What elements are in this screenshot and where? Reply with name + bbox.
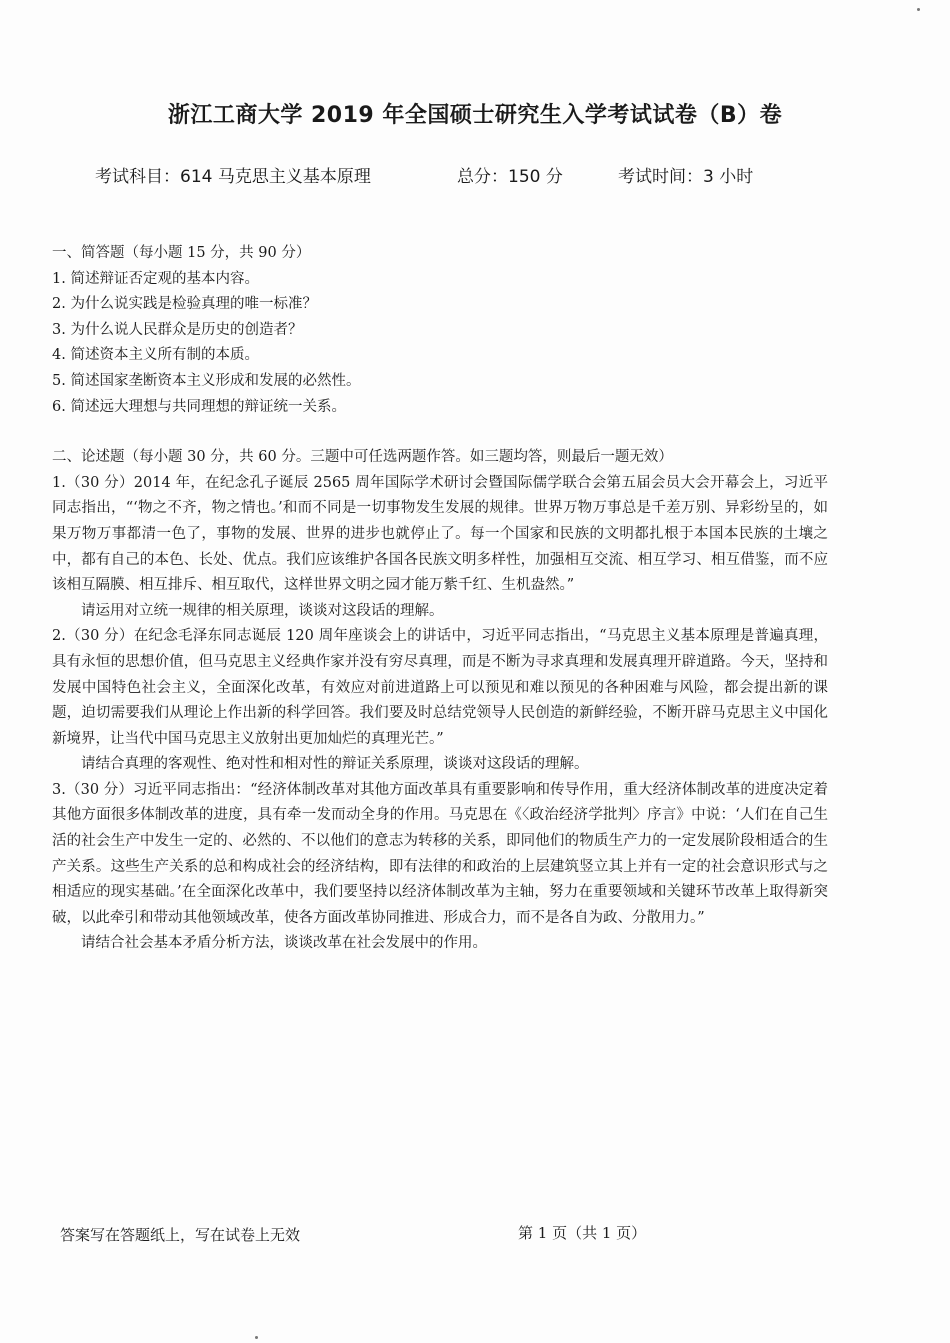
- essay-question-1-prompt: 请运用对立统一规律的相关原理，谈谈对这段话的理解。: [81, 602, 444, 619]
- exam-subject: 考试科目：614 马克思主义基本原理: [95, 167, 371, 187]
- section-gap: [52, 420, 828, 445]
- total-score: 总分：150 分: [457, 167, 563, 187]
- short-answer-list: [52, 267, 828, 421]
- scan-speck: [255, 1336, 258, 1339]
- page-number: 第 1 页（共 1 页）: [518, 1224, 647, 1242]
- exam-content: [52, 241, 828, 957]
- short-answer-question: 5. 简述国家垄断资本主义形成和发展的必然性。: [52, 372, 361, 389]
- essay-question-2-prompt: 请结合真理的客观性、绝对性和相对性的辩证关系原理，谈谈对这段话的理解。: [81, 756, 589, 773]
- scan-speck: [917, 8, 920, 11]
- section2-heading: 二、论述题（每小题 30 分，共 60 分。三题中可任选两题作答。如三题均答，则最后一题无效）: [52, 449, 673, 466]
- essay-question-3: 3.（30 分）习近平同志指出：“经济体制改革对其他方面改革具有重要影响和传导作用，重大经济体制改革的进度决定着其他方面很多体制改革的进度，具有牵一发而动全身的作用。马克思在《〈政治经济学批判〉序言》中说：‘人们在自己生活的社会生产中发生一定的、必然的、不以他们的意志为转移的关系，即同他们的物质生产力的一定发展阶段相适合的生产关系。这些生产关系的总和构成社会的经济结构，即有法律的和政治的上层建筑竖立其上并有一定的社会意识形式与之相适应的现实基础。’在全面深化改革中，我们要坚持以经济体制改革为主轴，努力在重要领域和关键环节改革上取得新突破，以此牵引和带动其他领域改革，使各方面改革协同推进、形成合力，而不是各自为政、分散用力。”: [52, 781, 828, 926]
- short-answer-question: 2. 为什么说实践是检验真理的唯一标准？: [52, 296, 317, 313]
- short-answer-question: 3. 为什么说人民群众是历史的创造者？: [52, 321, 303, 338]
- answer-instruction: 答案写在答题纸上，写在试卷上无效: [60, 1226, 301, 1244]
- short-answer-question: 6. 简述远大理想与共同理想的辩证统一关系。: [52, 398, 346, 415]
- short-answer-question: 4. 简述资本主义所有制的本质。: [52, 347, 259, 364]
- exam-time: 考试时间：3 小时: [618, 167, 754, 187]
- essay-question-1: 1.（30 分）2014 年，在纪念孔子诞辰 2565 周年国际学术研讨会暨国际儒学联合会第五届会员大会开幕会上，习近平同志指出，“‘物之不齐，物之情也。’和而不同是一切事物发生发展的规律。世界万物万事总是千差万别、异彩纷呈的，如果万物万事都清一色了，事物的发展、世界的进步也就停止了。每一个国家和民族的文明都扎根于本国本民族的土壤之中，都有自己的本色、长处、优点。我们应该维护各国各民族文明多样性，加强相互交流、相互学习、相互借鉴，而不应该相互隔膜、相互排斥、相互取代，这样世界文明之园才能万紫千红、生机盎然。”: [52, 474, 828, 594]
- page-title: 浙江工商大学 2019 年全国硕士研究生入学考试试卷（B）卷: [167, 103, 783, 128]
- essay-question-3-prompt: 请结合社会基本矛盾分析方法，谈谈改革在社会发展中的作用。: [81, 935, 487, 952]
- short-answer-question: 1. 简述辩证否定观的基本内容。: [52, 270, 259, 287]
- essay-question-2: 2.（30 分）在纪念毛泽东同志诞辰 120 周年座谈会上的讲话中，习近平同志指出，“马克思主义基本原理是普遍真理，具有永恒的思想价值，但马克思主义经典作家并没有穷尽真理，而是不断为寻求真理和发展真理开辟道路。今天，坚持和发展中国特色社会主义，全面深化改革，有效应对前进道路上可以预见和难以预见的各种困难与风险，都会提出新的课题，迫切需要我们从理论上作出新的科学回答。我们要及时总结党领导人民创造的新鲜经验，不断开辟马克思主义中国化新境界，让当代中国马克思主义放射出更加灿烂的真理光芒。”: [52, 628, 828, 747]
- section1-heading: 一、简答题（每小题 15 分，共 90 分）: [52, 245, 311, 261]
